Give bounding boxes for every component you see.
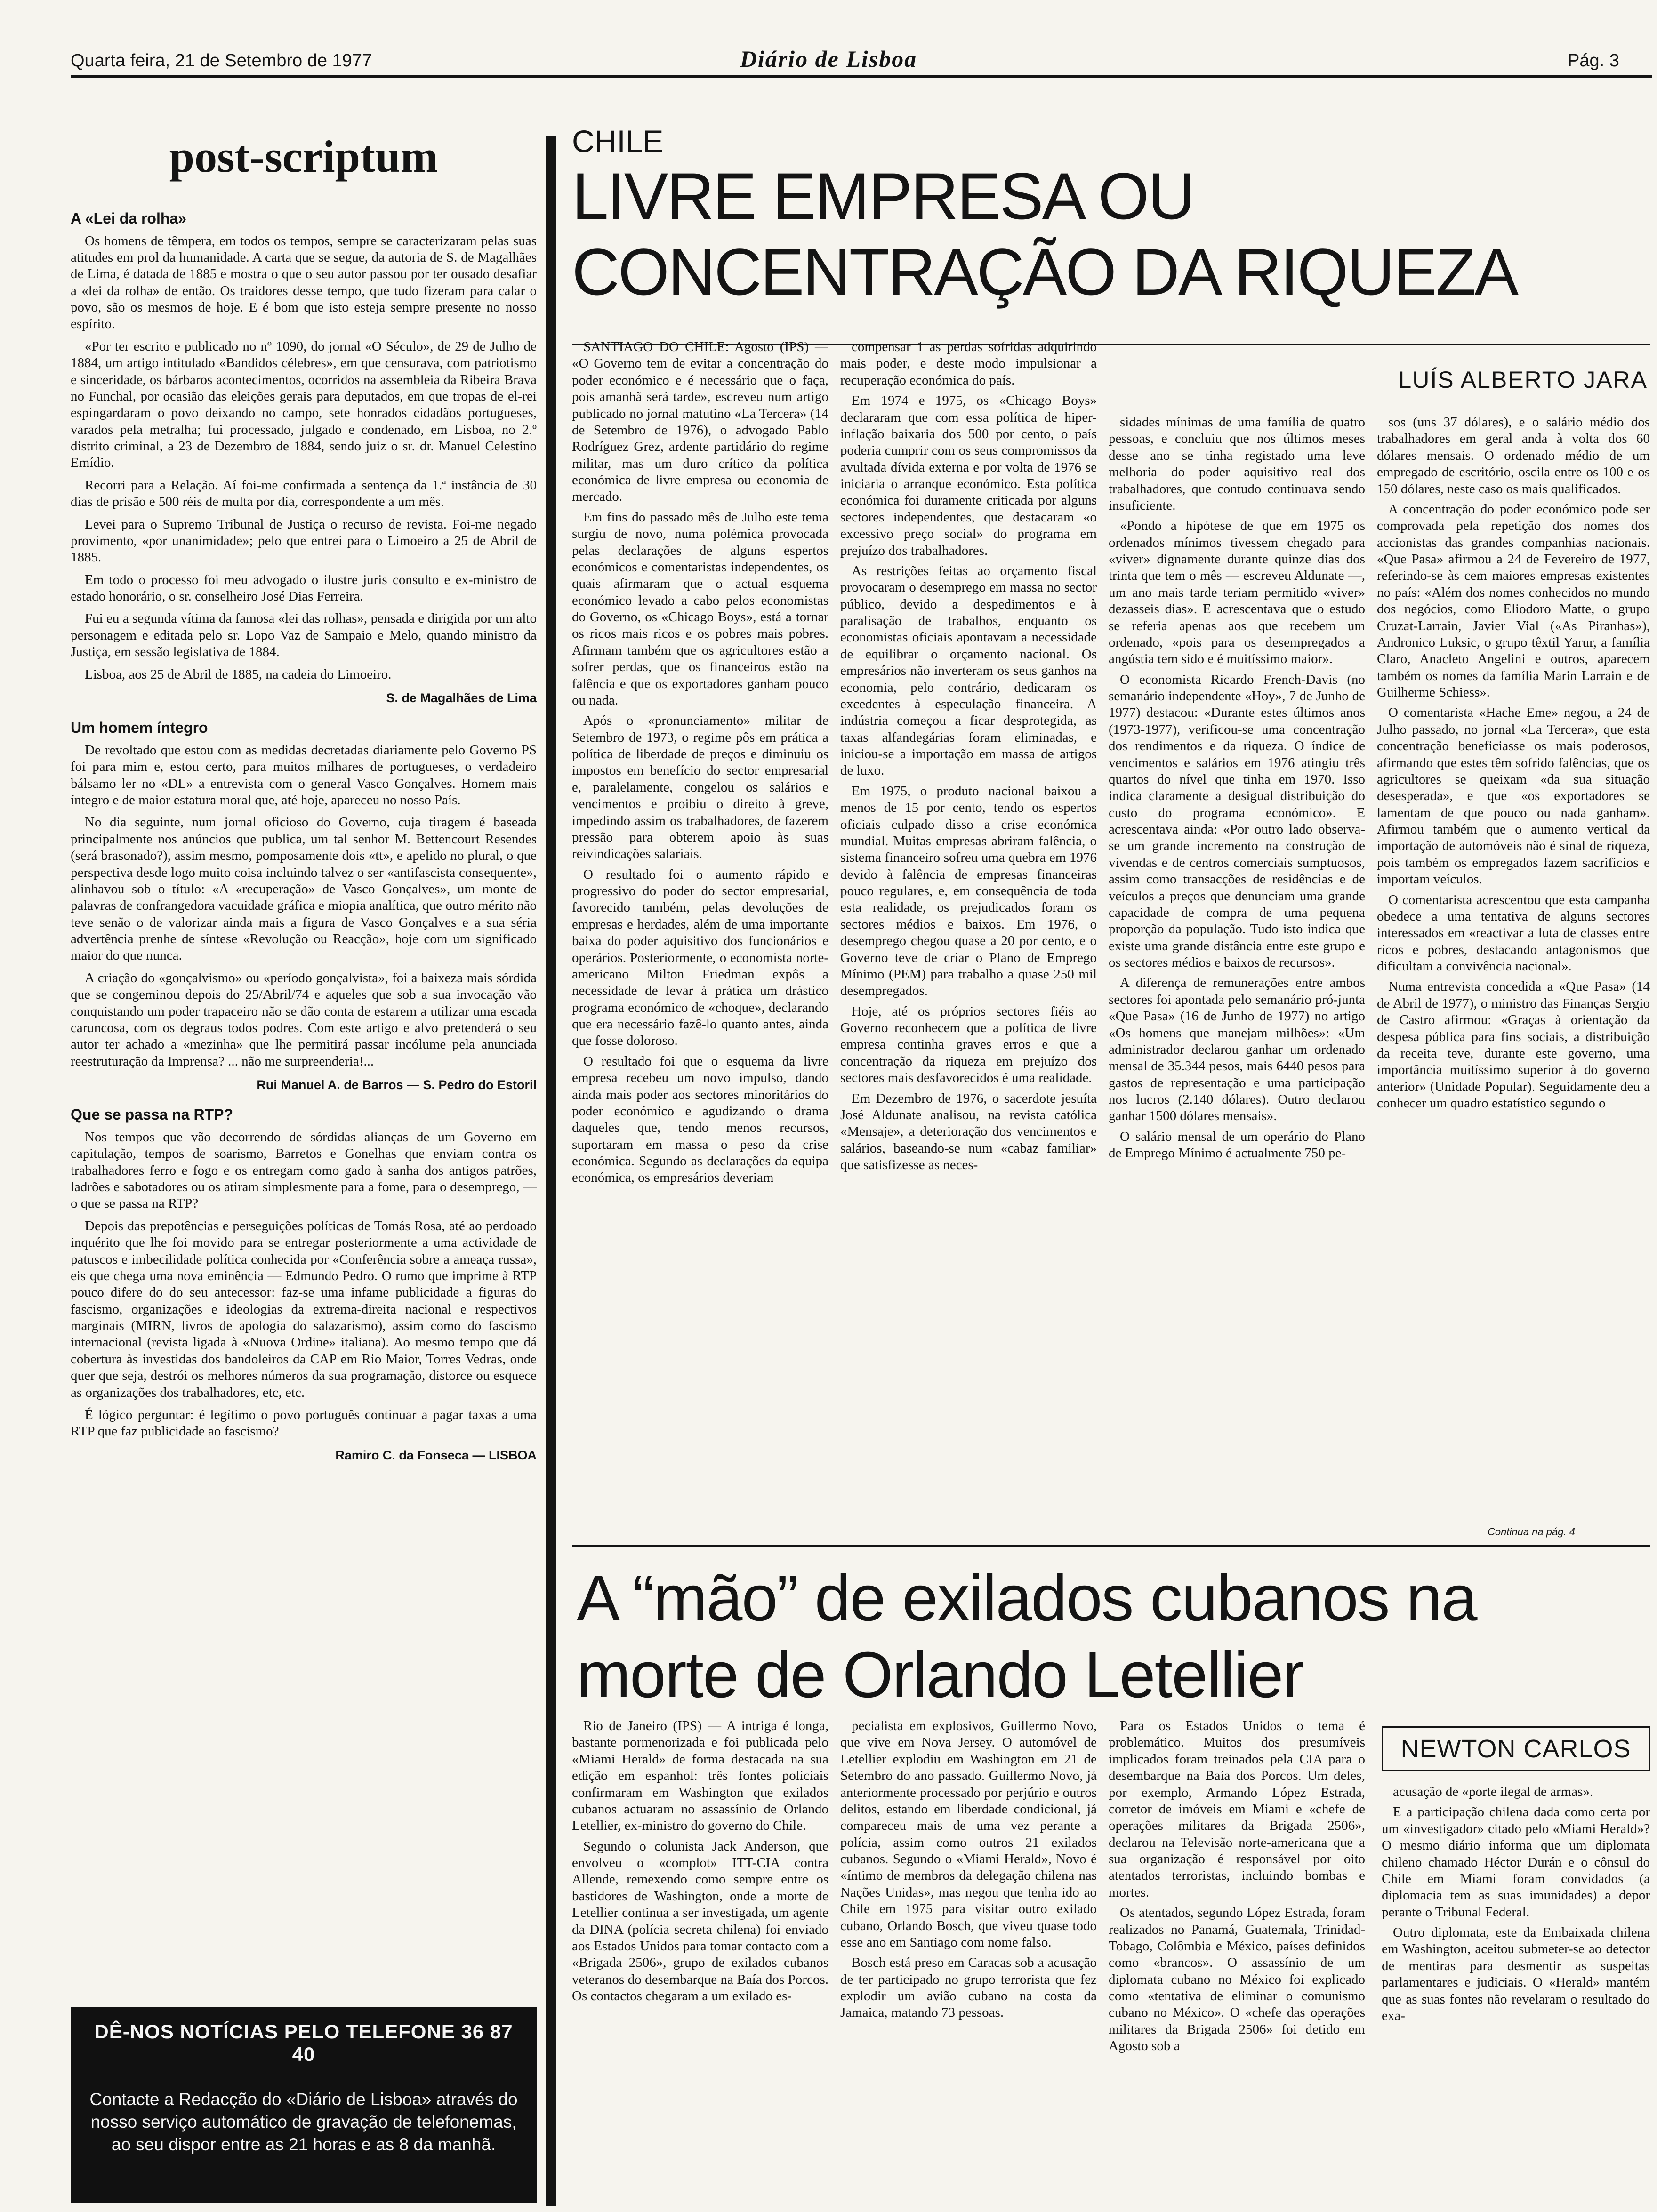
- article2-headline: A “mão” de exilados cubanos na morte de Orlando Letellier: [577, 1562, 1477, 1711]
- paragraph: E a participação chilena dada como certa por um «investigador» citado pelo «Miami Herald»? O mesmo diário informa que um diplomata chileno chamado Héctor Durán e o cônsul do Chile em Miami foram convidados (a diplomacia tem as suas imunidades) a depor perante o Tribunal Federal.: [1382, 1804, 1650, 1920]
- paragraph: sos (uns 37 dólares), e o salário médio dos trabalhadores em geral anda à volta dos 60 dólares mensais. O ordenado médio de um empregado de escritório, oscila entre os 100 e os 150 dólares, neste caso os mais qualificados.: [1377, 415, 1650, 497]
- article-separator: [572, 1545, 1650, 1547]
- paragraph: Os homens de têmpera, em todos os tempos, sempre se caracterizaram pelas suas atitudes em prol da humanidade. A carta que se segue, da autoria de S. de Magalhães de Lima, é datada de 1885 e mostra o que o seu autor passou por ter ousado desafiar a «lei da rolha» de então. Os traidores desse tempo, que tudo fizeram para calar o povo, são os mesmos de hoje. E é bom que isto esteja sempre presente no nosso espírito.: [71, 233, 537, 332]
- paragraph: O resultado foi o aumento rápido e progressivo do poder do sector empresarial, favorecido também, pelas devoluções de empresas e herdades, além de uma importante baixa do poder aquisitivo dos funcionários e operários. Posteriormente, o economista norte-americano Milton Friedman expôs a necessidade de levar à prática um drástico programa económico de «choque», declarando que era necessário fazê-lo quanto antes, ainda que fosse doloroso.: [572, 866, 828, 1049]
- letter-signature: S. de Magalhães de Lima: [386, 690, 537, 705]
- paragraph: Em fins do passado mês de Julho este tema surgiu de novo, numa polémica provocada pelas declarações de alguns espertos económicos e comentaristas independentes, os quais afirmaram que o actual esquema económico levado a cabo pelos economistas do Governo, os «Chicago Boys», está a tornar os ricos mais ricos e os pobres mais pobres. Afirmam também que os agricultores estão a sofrer perdas, que os financeiros estão na falência e que os exportadores ganham pouco ou nada.: [572, 509, 828, 708]
- paragraph: Para os Estados Unidos o tema é problemático. Muitos dos presumíveis implicados foram treinados pela CIA para o desembarque na Baía dos Porcos. Um deles, por exemplo, Armando López Estrada, corretor de imóveis em Miami e «chefe de operações militares da Brigada 2506», declarou na Televisão norte-americana que a sua organização é responsável por oito atentados terroristas, incluindo bombas e mortes.: [1109, 1718, 1365, 1900]
- paragraph: O comentarista «Hache Eme» negou, a 24 de Julho passado, no jornal «La Tercera», que esta concentração beneficiasse os mais poderosos, afirmando que estes têm sofrido falências, que os agricultores se queixam «da sua situação desesperada», e que «os exportadores se lamentam de que pouco ou nada ganham». Afirmou também que o aumento vertical da importação de automóveis não é sinal de riqueza, pois também os empregados fazem sacrifícios e importam veículos.: [1377, 705, 1650, 887]
- postscriptum-column: [71, 132, 537, 1996]
- paragraph: O salário mensal de um operário do Plano de Emprego Mínimo é actualmente 750 pe-: [1109, 1129, 1365, 1161]
- continued-note: Continua na pág. 4: [1488, 1526, 1575, 1538]
- article-headline: LIVRE EMPRESA OU CONCENTRAÇÃO DA RIQUEZA: [572, 159, 1517, 309]
- paragraph: O comentarista acrescentou que esta campanha obedece a uma tentativa de alguns sectores interessados em «reactivar a luta de classes entre ricos e pobres, destacando antagonismos que dificultam a convivência nacional».: [1377, 892, 1650, 974]
- paragraph: Nos tempos que vão decorrendo de sórdidas alianças de um Governo em capitulação, tempos de soarismo, Barretos e Gonelhas que enviam contra os trabalhadores ferro e fogo e os entregam como gado à sanha dos antigos patrões, ladrões e sabotadores ou os atiram simplesmente para a fome, para o desemprego, — o que se passa na RTP?: [71, 1129, 537, 1211]
- article2-column-1: [572, 1718, 828, 2207]
- article2-column-4: [1382, 1784, 1650, 2207]
- paragraph: Em 1975, o produto nacional baixou a menos de 15 por cento, tendo os espertos oficiais culpado disso a crise económica mundial. Muitas empresas abriram falência, o sistema financeiro sofreu uma quebra em 1976 devido à falência de empresas financeiras pouco regulares, e, em consequência de toda esta realidade, os prejudicados foram os sectores médios e baixos. Em 1976, o desemprego chegou quase a 20 por cento, e o Governo teve de criar o Plano de Emprego Mínimo (PEM) para trabalho a quase 250 mil desempregados.: [840, 783, 1097, 999]
- section-heading-rtp: Que se passa na RTP?: [71, 1106, 233, 1123]
- paragraph: A diferença de remunerações entre ambos sectores foi apontada pelo semanário pró-junta «Que Pasa» (16 de Junho de 1977) no artigo «Os homens que manejam milhões»: «Um administrador declarou ganhar um ordenado mensal de 35.344 pesos, mais 6440 pesos para gastos de representação e uma participação nos lucros (2.140 dólares). Outro declarou ganhar 1500 dólares mensais».: [1109, 975, 1365, 1124]
- paragraph: Hoje, até os próprios sectores fiéis ao Governo reconhecem que a política de livre empresa continha graves erros e que a concentração da riqueza em prejuízo dos sectores mais desfavorecidos é uma realidade.: [840, 1003, 1097, 1086]
- paragraph: A concentração do poder económico pode ser comprovada pela repetição dos nomes dos accionistas das grandes companhias nacionais. «Que Pasa» afirmou a 24 de Fevereiro de 1977, referindo-se às cem maiores empresas existentes no país: «Além dos nomes conhecidos no mundo dos negócios, como Eliodoro Matte, o grupo Cruzat-Larrain, Javier Vial («As Piranhas»), Andronico Luksic, o grupo têxtil Yarur, a família Claro, Anacleto Angelini e outros, aparecem também os nomes da família Marin Larrain e de Guilherme Schiess».: [1377, 501, 1650, 700]
- paragraph: Recorri para a Relação. Aí foi-me confirmada a sentença da 1.ª instância de 30 dias de prisão e 500 réis de multa por dia, correspondente a um mês.: [71, 477, 537, 510]
- paragraph: A criação do «gonçalvismo» ou «período gonçalvista», foi a baixeza mais sórdida que se congeminou depois do 25/Abril/74 e aqueles que sob a sua invocação vão conquistando um poder trapaceiro não se dão conta de estarem a utilizar uma escada caruncosa, com os degraus todos podres. Com este artigo e alvo pretenderá o seu autor ter achado a «mezinha» que lhe permitirá passar incólume pela anunciada reestruturação da Imprensa? ... não me surpreenderia!...: [71, 970, 537, 1069]
- contact-box: [71, 2007, 537, 2203]
- paragraph: De revoltado que estou com as medidas decretadas diariamente pelo Governo PS foi para mim e, estou certo, para muitos milhares de portugueses, o verdadeiro bálsamo ler no «DL» a entrevista com o general Vasco Gonçalves. Homem mais íntegro e de maior estatura moral que, até hoje, apareceu no nosso País.: [71, 742, 537, 808]
- masthead-rule: [71, 75, 1652, 78]
- article2-byline: NEWTON CARLOS: [1382, 1726, 1650, 1771]
- paragraph: Os atentados, segundo López Estrada, foram realizados no Panamá, Guatemala, Trinidad-Tobago, Colômbia e México, países definidos como «brancos». O assassínio de um diplomata cubano no México foi explicado como «tentativa de eliminar o comunismo cubano no México». O «chefe das operações militares da Brigada 2506» foi detido em Agosto sob a: [1109, 1905, 1365, 2054]
- paragraph: «Por ter escrito e publicado no nº 1090, do jornal «O Século», de 29 de Julho de 1884, um artigo intitulado «Bandidos célebres», em que censurava, com patriotismo e sinceridade, os bárbaros acontecimentos, ocorridos na assembleia da Ribeira Brava no Funchal, por ocasião das eleições gerais para deputados, em que tropas de el-rei espingardaram o povo deixando no campo, sete honrados cidadãos portugueses, varados pela metralha; fui processado, julgado e condenado, em Lisboa, no 2.º distrito criminal, a 23 de Dezembro de 1884, sendo juiz o sr. dr. Manuel Celestino Emídio.: [71, 338, 537, 471]
- postscriptum-title: post-scriptum: [169, 132, 438, 182]
- paragraph: Depois das prepotências e perseguições políticas de Tomás Rosa, até ao perdoado inquérito que lhe foi movido para se entregar posteriormente a uma actividade de patuscos e imbecilidade política conhecida por «Conferência sobre a ameaça russa», eis que chega uma nova eminência — Edmundo Pedro. O rumo que imprime à RTP pouco difere do do seu antecessor: faz-se uma infame publicidade a figuras do fascismo, organizações e ideologias da extrema-direita nacional e respectivos marginais (MIRN, livros de apologia do salazarismo), assim como do fascismo internacional (revista ligada à «Nuova Ordine» italiana). Ao mesmo tempo que dá cobertura às investidas dos bandoleiros da CAP em Rio Maior, Torres Vedras, onde quer que seja, destrói os melhores números da sua programação, distorce ou esquece as organizações dos trabalhadores, etc, etc.: [71, 1218, 537, 1400]
- paragraph: No dia seguinte, num jornal oficioso do Governo, cuja tiragem é baseada principalmente nos anúncios que publica, um tal senhor M. Bettencourt Resendes (será brasonado?), assim mesmo, pomposamente dois «tt», e apelido no plural, o que perspectiva desde logo muito coisa incluindo talvez o ser «antifascista consequente», alinhavou sob o título: «A «recuperação» de Vasco Gonçalves», um monte de palavras de confrangedora vacuidade gráfica e miopia analítica, que outro mérito não teve senão o de valorizar ainda mais a figura de Vasco Gonçalves e a sua séria advertência prenhe de síntese «Revolução ou Reacção», hoje com um significado maior do que nunca.: [71, 815, 537, 963]
- article-byline: LUÍS ALBERTO JARA: [1398, 367, 1648, 393]
- section-heading-homem-integro: Um homem íntegro: [71, 719, 208, 736]
- paragraph: Numa entrevista concedida a «Que Pasa» (14 de Abril de 1977), o ministro das Finanças Sergio de Castro afirmou: «Graças à orientação da despesa pública para fins sociais, a distribuição da receita teve, durante este governo, uma importância muitíssimo superior à do governo anterior» (Unidade Popular). Seguidamente deu a conhecer um quadro estatístico segundo o: [1377, 979, 1650, 1111]
- article1-column-1: [572, 339, 828, 1534]
- paragraph: sidades mínimas de uma família de quatro pessoas, e concluiu que nos últimos meses desse ano se tinha registado uma leve melhoria do poder aquisitivo real dos trabalhadores, que contudo continuava sendo insuficiente.: [1109, 415, 1365, 513]
- paragraph: Em Dezembro de 1976, o sacerdote jesuíta José Aldunate analisou, na revista católica «Mensaje», a deterioração dos vencimentos e salários, baseando-se num «cabaz familiar» que satisfizesse as neces-: [840, 1090, 1097, 1172]
- paragraph: Em todo o processo foi meu advogado o ilustre juris consulto e ex-ministro de estado honorário, o sr. conselheiro José Dias Ferreira.: [71, 572, 537, 604]
- paragraph: pecialista em explosivos, Guillermo Novo, que vive em Nova Jersey. O automóvel de Letellier explodiu em Washington em 21 de Setembro do ano passado. Guillermo Novo, já anteriormente processado por perjúrio e outros delitos, estando em liberdade condicional, já compareceu mais de uma vez perante a polícia, assim como outros 21 exilados cubanos. Segundo o «Miami Herald», Novo é «íntimo de membros da delegação chilena nas Nações Unidas», mas negou que tenha ido ao Chile em 1975 para visitar outro exilado cubano, Orlando Bosch, que viveu quase todo esse ano em Santiago com nome falso.: [840, 1718, 1097, 1950]
- paragraph: Após o «pronunciamento» militar de Setembro de 1973, o regime pôs em prática a política de liberdade de preços e diminuiu os impostos em benefício do sector empresarial e, paralelamente, congelou os salários e vencimentos e proibiu o direito à greve, impedindo assim os trabalhadores, de fazerem pressão para obterem apoio às suas reivindicações salariais.: [572, 713, 828, 862]
- newspaper-title: Diário de Lisboa: [740, 46, 917, 72]
- letter-signature: Rui Manuel A. de Barros — S. Pedro do Estoril: [257, 1078, 537, 1092]
- column-divider: [546, 136, 556, 2206]
- paragraph: O economista Ricardo French-Davis (no semanário independente «Hoy», 7 de Junho de 1977) destacou: «Durante estes últimos anos (1973-1977), verificou-se uma concentração dos rendimentos e da riqueza. O índice de vencimentos e salários em 1976 atingiu três quartos do nível que tinha em 1970. Isso indica claramente a desigual distribuição do custo do programa económico». E acrescentava ainda: «Por outro lado observa-se um grande incremento na construção de vivendas e de centros comerciais sumptuosos, assim como transacções de residências e de veículos a preços que denunciam uma grande capacidade de compra de uma pequena proporção da população. Tudo isto indica que existe uma grande distância entre este grupo e os sectores médios e baixos de recursos».: [1109, 672, 1365, 970]
- paragraph: «Pondo a hipótese de que em 1975 os ordenados mínimos tivessem chegado para «viver» dignamente durante quinze dias dos trinta que tem o mês — escreveu Aldunate —, um ano mais tarde teriam permitido «viver» dezasseis dias». E acrescentava que o estudo se referia apenas aos que recebem um ordenado, «pois para os desempregados a angústia tem sido e é muitíssimo maior».: [1109, 518, 1365, 667]
- paragraph: Fui eu a segunda vítima da famosa «lei das rolhas», pensada e dirigida por um alto personagem e editada pelo sr. Lopo Vaz de Sampaio e Melo, quando ministro da Justiça, em sessão legislativa de 1884.: [71, 611, 537, 660]
- masthead-date: Quarta feira, 21 de Setembro de 1977: [71, 51, 372, 71]
- article1-column-3: [1109, 414, 1365, 1534]
- page-number: Pág. 3: [1568, 51, 1619, 71]
- article-kicker: CHILE: [572, 124, 664, 159]
- paragraph: SANTIAGO DO CHILE: Agosto (IPS) — «O Governo tem de evitar a concentração do poder económico e é necessário que o faça, pois amanhã será tarde», escreveu num artigo publicado no jornal matutino «La Tercera» (14 de Setembro de 1976), o advogado Pablo Rodríguez Grez, ardente partidário do regime militar, mas um duro crítico da política económica de livre empresa ou economia de mercado.: [572, 339, 828, 505]
- paragraph: acusação de «porte ilegal de armas».: [1393, 1784, 1593, 1799]
- contact-heading: DÊ-NOS NOTÍCIAS PELO TELEFONE 36 87 40: [94, 2020, 513, 2065]
- paragraph: Bosch está preso em Caracas sob a acusação de ter participado no grupo terrorista que fez explodir um avião cubano na costa da Jamaica, matando 73 pessoas.: [840, 1955, 1097, 2020]
- paragraph: As restrições feitas ao orçamento fiscal provocaram o desemprego em massa no sector público, devido a despedimentos e à paralisação de trabalhos, enquanto os economistas oficiais apontavam a necessidade de equilibrar o orçamento nacional. Os empresários não inverteram os seus ganhos na economia, pelo contrário, dedicaram os excedentes à especulação financeira. A indústria começou a ficar desprotegida, as taxas alfandegárias foram eliminadas, e iniciou-se a importação em massa de artigos de luxo.: [840, 563, 1097, 778]
- paragraph: Outro diplomata, este da Embaixada chilena em Washington, aceitou submeter-se ao detector de mentiras para desmentir as suspeitas parlamentares e judiciais. O «Herald» mantém que as suas fontes não revelaram o resultado do exa-: [1382, 1925, 1650, 2023]
- contact-body: Contacte a Redacção do «Diário de Lisboa» através do nosso serviço automático de gravação de telefonemas, ao seu dispor entre as 21 horas e as 8 da manhã.: [89, 2090, 518, 2155]
- paragraph: Levei para o Supremo Tribunal de Justiça o recurso de revista. Foi-me negado provimento, «por unanimidade»; pelo que entrei para o Limoeiro a 25 de Abril de 1885.: [71, 516, 537, 565]
- paragraph: Segundo o colunista Jack Anderson, que envolveu o «complot» ITT-CIA contra Allende, remexendo como sempre entre os bastidores de Washington, onde a morte de Letellier continua a ser investigada, um agente da DINA (polícia secreta chilena) foi enviado aos Estados Unidos para tomar contacto com a «Brigada 2506», grupo de exilados cubanos veteranos do desembarque na Baía dos Porcos. Os contactos chegaram a um exilado es-: [572, 1838, 828, 2004]
- paragraph: Rio de Janeiro (IPS) — A intriga é longa, bastante pormenorizada e foi publicada pelo «Miami Herald» de forma destacada na sua edição em espanhol: três fontes policiais confirmaram em Washington que exilados cubanos actuaram no assassínio de Orlando Letellier, ex-ministro do governo do Chile.: [572, 1718, 828, 1834]
- article2-column-3: [1109, 1718, 1365, 2207]
- paragraph: compensar 1 as perdas sofridas adquirindo mais poder, e deste modo impulsionar a recuperação económica do país.: [840, 339, 1097, 388]
- paragraph: Lisboa, aos 25 de Abril de 1885, na cadeia do Limoeiro.: [85, 666, 392, 682]
- article2-column-2: [840, 1718, 1097, 2207]
- paragraph: O resultado foi que o esquema da livre empresa recebeu um novo impulso, dando ainda mais poder aos sectores minoritários do poder económico e agudizando o drama daqueles que, tendo menos recursos, suportaram em massa o peso da crise económica. Segundo as declarações da equipa económica, os empresários deveriam: [572, 1053, 828, 1186]
- paragraph: Em 1974 e 1975, os «Chicago Boys» declararam que com essa política de hiper-inflação baixaria dos 500 por cento, o país poderia cumprir com os seus compromissos da avultada dívida externa e por volta de 1976 se iniciaria o arranque económico. Esta política económica foi duramente criticada por alguns sectores independentes, que destacaram «o excessivo preço social» do programa em prejuízo dos trabalhadores.: [840, 393, 1097, 558]
- section-heading-lei-da-rolha: A «Lei da rolha»: [71, 209, 186, 227]
- letter-signature: Ramiro C. da Fonseca — LISBOA: [335, 1448, 537, 1462]
- paragraph: É lógico perguntar: é legítimo o povo português continuar a pagar taxas a uma RTP que faz publicidade ao fascismo?: [71, 1407, 537, 1439]
- article1-column-4: [1377, 414, 1650, 1520]
- article1-column-2: [840, 339, 1097, 1534]
